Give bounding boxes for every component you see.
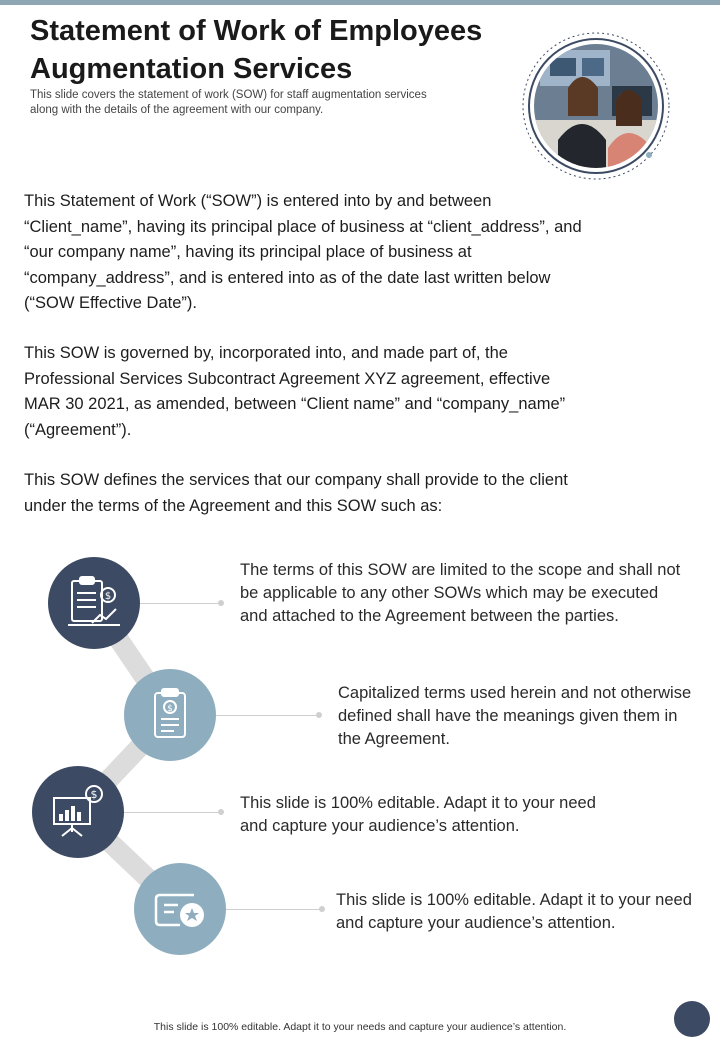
connector-line-1 xyxy=(140,603,220,604)
page-title: Statement of Work of Employees Augmentation Services xyxy=(30,15,483,85)
connector-dot-2 xyxy=(316,712,322,718)
paragraph-sow-intro: This Statement of Work (“SOW”) is entered into by and between “Client_name”, having its principal place of business at “client_address”, and “our company name”, having its principal place of business at “company_address”, and is entered into as of the date last written below (“SOW Effective Date”). xyxy=(24,192,582,312)
connector-line-3 xyxy=(124,812,218,813)
top-accent-bar xyxy=(0,0,720,5)
presentation-chart-dollar-icon xyxy=(32,766,124,858)
document-dollar-icon xyxy=(124,669,216,761)
services-timeline xyxy=(0,550,720,970)
footer-note: This slide is 100% editable. Adapt it to your needs and capture your audience’s attention. xyxy=(153,1021,567,1033)
card-star-icon xyxy=(134,863,226,955)
team-photo xyxy=(520,30,672,182)
connector-line-2 xyxy=(216,715,316,716)
timeline-circle-3 xyxy=(32,766,124,858)
timeline-circle-4 xyxy=(134,863,226,955)
item-text-4: This slide is 100% editable. Adapt it to your need and capture your audience’s attention. xyxy=(336,891,692,932)
svg-text:$: $ xyxy=(90,788,98,801)
corner-decoration xyxy=(674,1001,710,1037)
paragraph-sow-services: This SOW defines the services that our company shall provide to the client under the terms of the Agreement and this SOW such as: xyxy=(24,471,568,515)
page-subtitle: This slide covers the statement of work (SOW) for staff augmentation services along with the details of the agreement with our company. xyxy=(30,89,427,116)
connector-dot-1 xyxy=(218,600,224,606)
svg-text:$: $ xyxy=(167,704,173,714)
timeline-circle-1 xyxy=(48,557,140,649)
connector-dot-3 xyxy=(218,809,224,815)
item-text-2: Capitalized terms used herein and not otherwise defined shall have the meanings given them in the Agreement. xyxy=(338,684,692,748)
item-text-1: The terms of this SOW are limited to the scope and shall not be applicable to any other SOWs which may be executed and attached to the Agreement between the parties. xyxy=(240,561,681,625)
paragraph-sow-governed: This SOW is governed by, incorporated into, and made part of, the Professional Services Subcontract Agreement XYZ agreement, effective MAR 30 2021, as amended, between “Client name” and “company_name” (“Agreement”). xyxy=(24,344,566,439)
connector-dot-4 xyxy=(319,906,325,912)
timeline-circle-2 xyxy=(124,669,216,761)
svg-text:$: $ xyxy=(104,591,112,602)
connector-line-4 xyxy=(226,909,320,910)
item-text-3: This slide is 100% editable. Adapt it to your need and capture your audience’s attention. xyxy=(240,794,596,835)
clipboard-dollar-icon xyxy=(48,557,140,649)
